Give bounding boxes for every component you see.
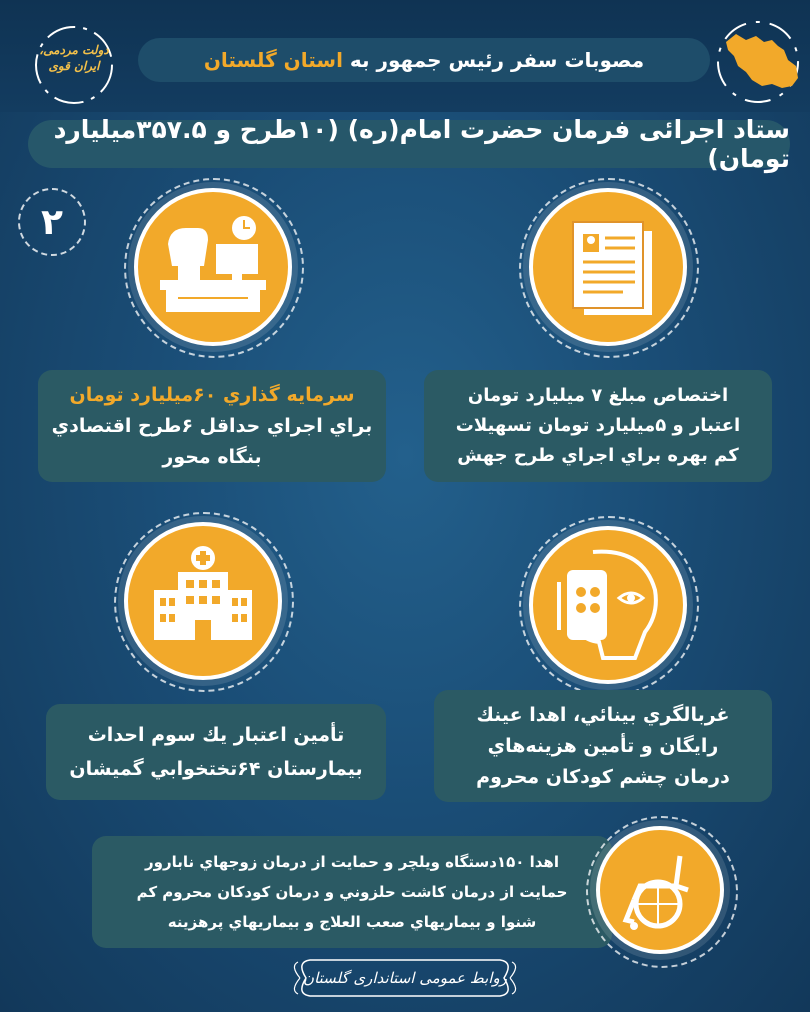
item-text-line: تأمين اعتبار يك سوم احداث xyxy=(87,724,345,746)
item-text-line: اختصاص مبلغ ۷ میلیارد تومان xyxy=(467,385,729,406)
logo-emblem xyxy=(28,22,120,108)
item-text-line: براي اجراي حداقل ۶طرح اقتصادي xyxy=(51,414,373,437)
eye-exam-icon xyxy=(533,530,683,680)
item-circle xyxy=(596,826,724,954)
item-card xyxy=(424,370,772,482)
item-text-line: غربالگري بينائي، اهدا عينك xyxy=(476,703,730,726)
footer-text: روابط عمومی استانداری گلستان xyxy=(303,969,507,987)
page-title xyxy=(138,38,710,82)
item-text-line: کم بهره براي اجراي طرح جهش xyxy=(457,445,739,466)
item-circle xyxy=(529,188,687,346)
wheelchair-icon xyxy=(600,830,720,950)
item-card xyxy=(38,370,386,482)
logo-text: دولت مردمی، ایران قوی xyxy=(39,43,109,73)
item-card xyxy=(92,836,612,948)
title-main: مصوبات سفر رئیس جمهور به xyxy=(349,48,645,72)
item-circle xyxy=(134,188,292,346)
office-desk-icon xyxy=(138,192,288,342)
item-text-line: بنگاه محور xyxy=(162,445,262,468)
title-highlight: استان گلستان xyxy=(203,48,343,72)
hospital-icon xyxy=(128,526,278,676)
item-circle xyxy=(529,526,687,684)
slide-number: ۲ xyxy=(18,188,86,256)
item-text-line: حمايت از درمان كاشت حلزوني و درمان كودكان محروم كم xyxy=(136,883,568,901)
item-text-line: اعتبار و ۵میلیارد تومان تسهیلات xyxy=(455,415,741,436)
item-card xyxy=(434,690,772,802)
item-text-line: سرمايه گذاري ۶۰میلیارد تومان xyxy=(69,383,355,406)
iran-map-icon xyxy=(726,34,798,88)
subtitle-banner: ستاد اجرائی فرمان حضرت امام(ره) (۱۰طرح و ۳۵۷.۵میلیارد تومان) xyxy=(28,120,790,168)
item-text-line: شنوا و بيماريهاي صعب العلاج و بيماريهاي پرهزينه xyxy=(167,913,537,931)
item-card xyxy=(46,704,386,800)
item-text-line: اهدا ۱۵۰دستگاه ويلچر و حمايت از درمان زوجهاي نابارور xyxy=(145,853,559,871)
item-text-line: بيمارستان ۶۴تختخوابي گميشان xyxy=(69,758,363,780)
document-icon xyxy=(533,192,683,342)
iran-map-badge xyxy=(712,16,804,108)
item-circle xyxy=(124,522,282,680)
item-text-line: درمان چشم كودكان محروم xyxy=(476,765,730,788)
item-text-line: رايگان و تأمين هزينه‌هاي xyxy=(487,734,719,757)
